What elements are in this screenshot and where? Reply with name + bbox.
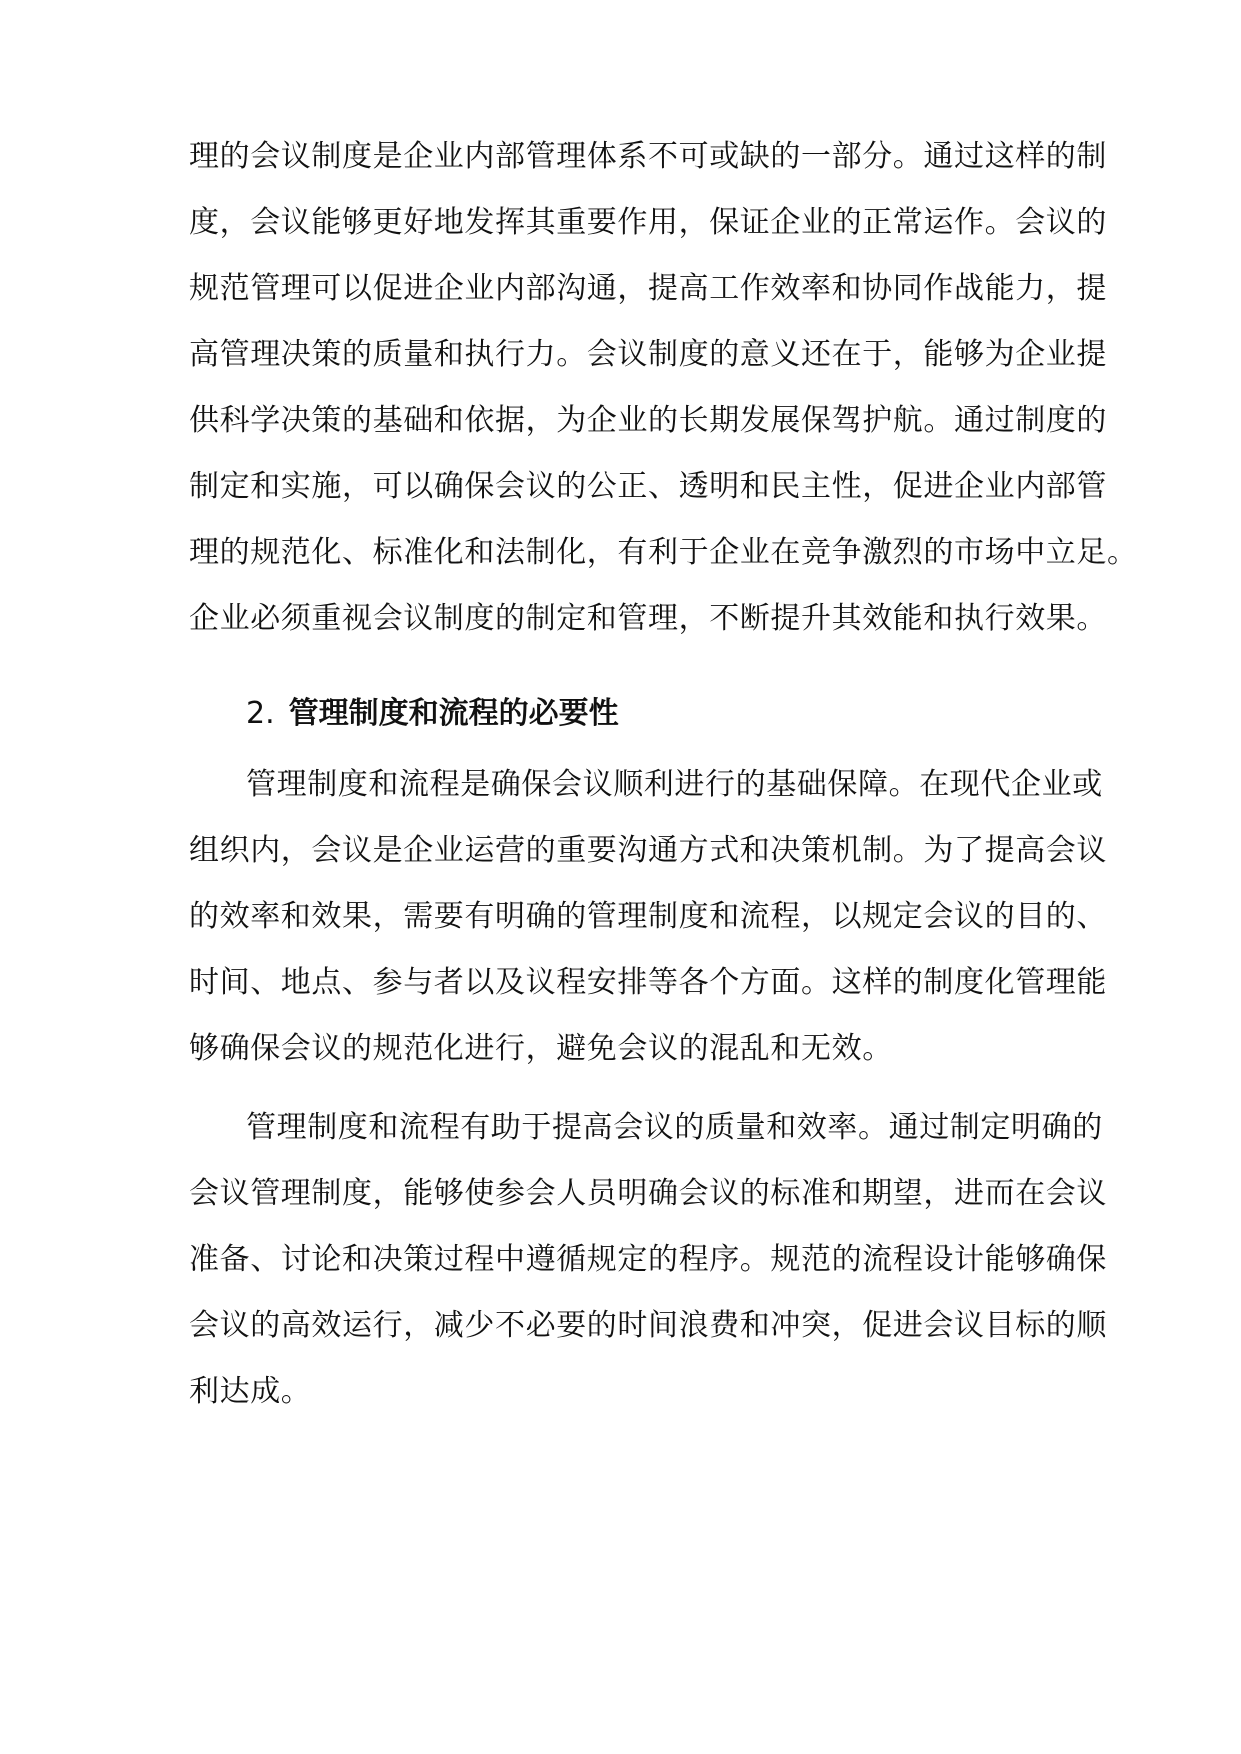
paragraph-line: 时间、地点、参与者以及议程安排等各个方面。这样的制度化管理能 <box>189 965 1107 1000</box>
paragraph-line: 理的规范化、标准化和法制化，有利于企业在竞争激烈的市场中立足。 <box>189 535 1138 570</box>
paragraph-line: 管理制度和流程是确保会议顺利进行的基础保障。在现代企业或 <box>246 767 1103 802</box>
paragraph-line: 会议的高效运行，减少不必要的时间浪费和冲突，促进会议目标的顺 <box>189 1308 1107 1343</box>
paragraph-line: 管理制度和流程有助于提高会议的质量和效率。通过制定明确的 <box>246 1110 1103 1145</box>
paragraph-line: 理的会议制度是企业内部管理体系不可或缺的一部分。通过这样的制 <box>189 139 1107 174</box>
paragraph-line: 制定和实施，可以确保会议的公正、透明和民主性，促进企业内部管 <box>189 469 1107 504</box>
paragraph-line: 度，会议能够更好地发挥其重要作用，保证企业的正常运作。会议的 <box>189 205 1107 240</box>
section-heading <box>246 694 619 734</box>
section-number: 2. <box>246 696 275 731</box>
paragraph-line: 准备、讨论和决策过程中遵循规定的程序。规范的流程设计能够确保 <box>189 1242 1107 1277</box>
paragraph-line: 供科学决策的基础和依据，为企业的长期发展保驾护航。通过制度的 <box>189 403 1107 438</box>
paragraph-line: 会议管理制度，能够使参会人员明确会议的标准和期望，进而在会议 <box>189 1176 1107 1211</box>
paragraph-line: 的效率和效果，需要有明确的管理制度和流程，以规定会议的目的、 <box>189 899 1107 934</box>
paragraph-line: 组织内，会议是企业运营的重要沟通方式和决策机制。为了提高会议 <box>189 833 1107 868</box>
paragraph-line: 高管理决策的质量和执行力。会议制度的意义还在于，能够为企业提 <box>189 337 1107 372</box>
section-title: 管理制度和流程的必要性 <box>288 696 619 731</box>
paragraph-line: 够确保会议的规范化进行，避免会议的混乱和无效。 <box>189 1031 893 1066</box>
paragraph-line: 企业必须重视会议制度的制定和管理，不断提升其效能和执行效果。 <box>189 601 1107 636</box>
paragraph-line: 规范管理可以促进企业内部沟通，提高工作效率和协同作战能力，提 <box>189 271 1107 306</box>
paragraph-line: 利达成。 <box>189 1374 312 1409</box>
